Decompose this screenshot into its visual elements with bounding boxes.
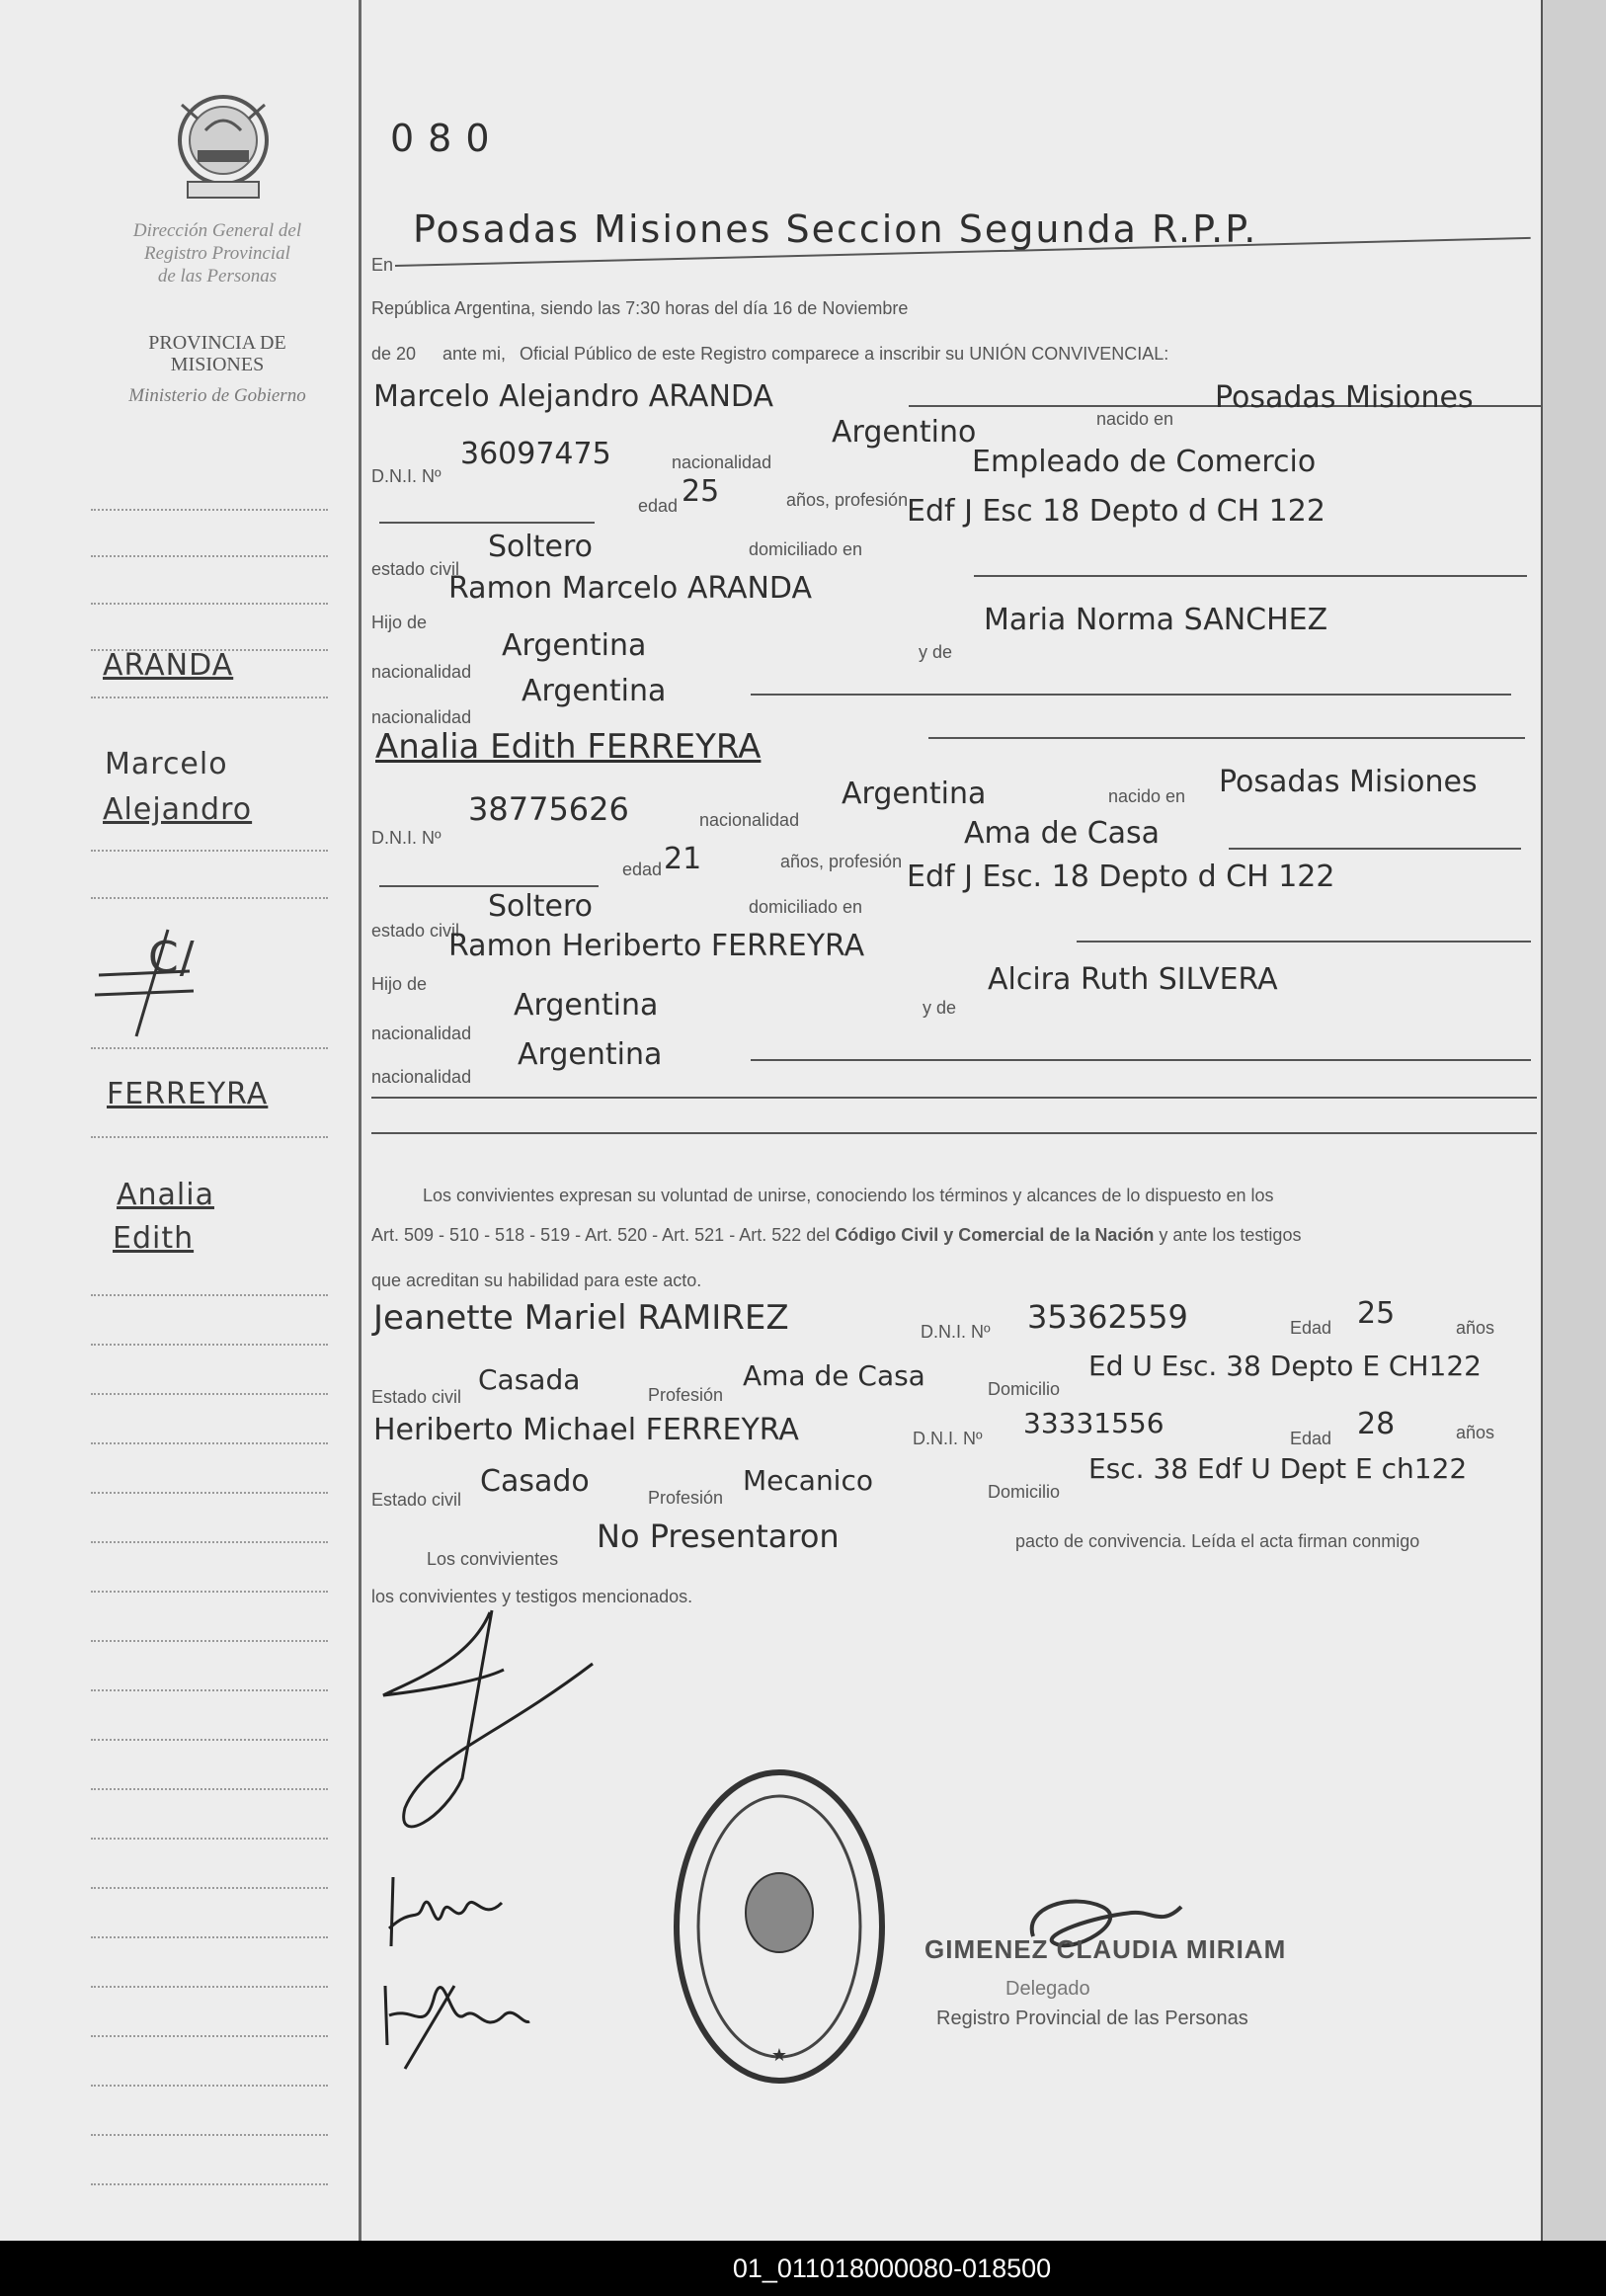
label-child-of: Hijo de [371,974,428,994]
party1-dni: 36097475 [460,437,611,471]
label-address: Domicilio [988,1379,1061,1399]
witness1-name: Jeanette Mariel RAMIREZ [373,1298,789,1338]
fill-line [379,522,595,524]
fill-line [371,1132,1537,1134]
margin-line [91,1986,328,1988]
margin-line [91,509,328,511]
witness1-profession: Ama de Casa [743,1359,925,1392]
witness2-dni: 33331556 [1023,1407,1164,1439]
provincial-crest-icon [168,91,279,211]
party2-nationality: Argentina [842,777,987,811]
label-civil-status: Estado civil [371,1387,462,1407]
act-place: Posadas Misiones Seccion Segunda R.P.P. [413,207,1258,251]
label-comparece: Oficial Público de este Registro comparece a inscribir su UNIÓN CONVIVENCIAL: [520,344,1169,364]
party1-mother-nationality: Argentina [522,674,667,708]
label-nationality: nacionalidad [371,1024,472,1043]
margin-line [91,2134,328,2136]
fill-line [371,1097,1537,1099]
party1-name: Marcelo Alejandro ARANDA [373,379,773,414]
margin-surname-1: ARANDA [103,648,234,683]
margin-line [91,1047,328,1049]
margin-line [91,603,328,605]
label-dni: D.N.I. Nº [921,1322,991,1342]
official-name: GIMENEZ CLAUDIA MIRIAM [924,1934,1287,1964]
label-age: edad [622,860,663,879]
margin-line [91,1689,328,1691]
label-nationality: nacionalidad [371,662,472,682]
party2-father: Ramon Heriberto FERREYRA [448,929,865,963]
label-years: años [1456,1423,1495,1442]
pact-status: No Presentaron [597,1517,840,1555]
party2-profession: Ama de Casa [964,816,1161,851]
fill-line [1229,848,1521,850]
declaration-line-3: que acreditan su habilidad para este acto. [371,1271,702,1290]
margin-surname-2: FERREYRA [107,1077,269,1111]
margin-name-1b: Alejandro [103,792,253,827]
margin-line [91,1442,328,1444]
label-date-line: República Argentina, siendo las 7:30 horas del día 16 de Noviembre [371,298,909,318]
margin-line [91,1739,328,1741]
label-domicile: domiciliado en [749,897,863,917]
folio-number: 080 [390,117,504,160]
margin-line [91,1393,328,1395]
label-years-profession: años, profesión [780,852,903,871]
fill-line [928,737,1525,739]
page-edge [1541,0,1606,2241]
margin-line [91,2035,328,2037]
witness2-name: Heriberto Michael FERREYRA [373,1413,799,1447]
margin-line [91,1887,328,1889]
declaration-articles: Art. 509 - 510 - 518 - 519 - Art. 520 - Art. 521 - Art. 522 del [371,1225,831,1245]
fill-line [974,575,1527,577]
fill-line [751,694,1511,696]
label-age: Edad [1290,1318,1332,1338]
signature-1 [375,1600,612,1857]
party1-mother: Maria Norma SANCHEZ [984,603,1328,637]
witness1-dni: 35362559 [1027,1298,1188,1336]
label-nationality: nacionalidad [699,810,800,830]
witness1-age: 25 [1357,1296,1396,1331]
official-org: Registro Provincial de las Personas [936,2008,1248,2029]
margin-line [91,897,328,899]
fill-line [751,1059,1531,1061]
margin-line [91,1936,328,1938]
party1-profession: Empleado de Comercio [972,445,1317,479]
label-civil-status: Estado civil [371,1490,462,1510]
scan-id-bar [0,2241,1606,2296]
margin-line [91,1640,328,1642]
witness1-civil-status: Casada [478,1363,581,1396]
closing-line-2: los convivientes y testigos mencionados. [371,1587,693,1606]
label-profession: Profesión [648,1385,724,1405]
label-child-of: Hijo de [371,613,428,632]
margin-line [91,1136,328,1138]
label-nationality: nacionalidad [371,1067,472,1087]
witness2-age: 28 [1357,1407,1396,1441]
party2-birthplace: Posadas Misiones [1219,765,1478,799]
witness2-civil-status: Casado [480,1464,590,1499]
margin-line [91,1541,328,1543]
declaration-line-2 [371,1225,1301,1246]
org-line: Registro Provincial [144,243,290,264]
label-years-profession: años, profesión [786,490,909,510]
margin-line [91,555,328,557]
label-dni: D.N.I. Nº [371,828,442,848]
party2-civil-status: Soltero [488,889,593,924]
label-dni: D.N.I. Nº [371,466,442,486]
margin-line [91,697,328,698]
party2-address: Edf J Esc. 18 Depto d CH 122 [907,860,1335,894]
margin-line [91,1492,328,1494]
margin-rule [359,0,361,2241]
party2-age: 21 [664,842,702,876]
label-cohabitants: Los convivientes [427,1549,559,1569]
margin-name-2b: Edith [113,1221,195,1256]
party1-father: Ramon Marcelo ARANDA [448,571,813,606]
fill-line [1077,941,1531,943]
margin-line [91,850,328,852]
party2-mother-nationality: Argentina [518,1037,663,1072]
label-civil-status: estado civil [371,559,460,579]
label-civil-status: estado civil [371,921,460,941]
signature-3 [375,1966,533,2075]
label-dni: D.N.I. Nº [913,1429,983,1448]
party1-nationality: Argentino [832,415,977,450]
declaration-code: Código Civil y Comercial de la Nación [835,1225,1155,1245]
party1-civil-status: Soltero [488,530,593,564]
party2-name: Analia Edith FERREYRA [375,727,762,767]
declaration-line-1: Los convivientes expresan su voluntad de unirse, conociendo los términos y alcances de lo dispuesto en los [423,1186,1274,1205]
org-line: de las Personas [157,266,278,287]
label-year: de 20 [371,344,417,364]
ministry-name: Ministerio de Gobierno [128,385,306,406]
margin-line [91,1591,328,1593]
label-and-of: y de [919,642,953,662]
official-seal [670,1764,889,2089]
party2-father-nationality: Argentina [514,988,659,1023]
fill-line [379,885,599,887]
label-domicile: domiciliado en [749,539,863,559]
margin-connector: C/ [148,933,196,983]
party2-dni: 38775626 [468,790,629,828]
margin-line [91,2183,328,2185]
official-role: Delegado [1005,1978,1090,2000]
province-line: MISIONES [170,354,265,375]
margin-name-2a: Analia [117,1178,214,1212]
province-name [99,332,336,375]
org-name [99,219,336,287]
label-age: edad [638,496,679,516]
party1-address: Edf J Esc 18 Depto d CH 122 [907,494,1325,529]
signature-2 [383,1867,522,1956]
margin-strike-mark [91,924,209,1042]
label-ante-mi: ante mi, [442,344,507,364]
party1-father-nationality: Argentina [502,628,647,663]
margin-line [91,1344,328,1346]
label-and-of: y de [923,998,957,1018]
province-line: PROVINCIA DE [148,332,286,354]
label-years: años [1456,1318,1495,1338]
org-line: Dirección General del [132,220,302,241]
party1-age: 25 [682,474,720,509]
party2-mother: Alcira Ruth SILVERA [988,962,1278,997]
label-nationality: nacionalidad [371,707,472,727]
svg-text:★: ★ [770,2045,788,2065]
scan-id: 01_011018000080-018500 [732,2254,1052,2283]
label-born-in: nacido en [1108,786,1186,806]
margin-line [91,1838,328,1840]
label-age: Edad [1290,1429,1332,1448]
label-nationality: nacionalidad [672,452,772,472]
party1-birthplace: Posadas Misiones [1215,380,1474,415]
label-pact: pacto de convivencia. Leída el acta firman conmigo [1015,1531,1420,1551]
witness2-profession: Mecanico [743,1464,873,1497]
witness1-address: Ed U Esc. 38 Depto E CH122 [1088,1350,1482,1382]
margin-line [91,1788,328,1790]
label-en: En [371,255,394,275]
declaration-witnesses: y ante los testigos [1159,1225,1302,1245]
margin-name-1a: Marcelo [105,747,228,781]
label-address: Domicilio [988,1482,1061,1502]
witness2-address: Esc. 38 Edf U Dept E ch122 [1088,1452,1468,1485]
margin-line [91,1294,328,1296]
margin-line [91,2085,328,2087]
label-profession: Profesión [648,1488,724,1508]
label-born-in: nacido en [1096,409,1174,429]
